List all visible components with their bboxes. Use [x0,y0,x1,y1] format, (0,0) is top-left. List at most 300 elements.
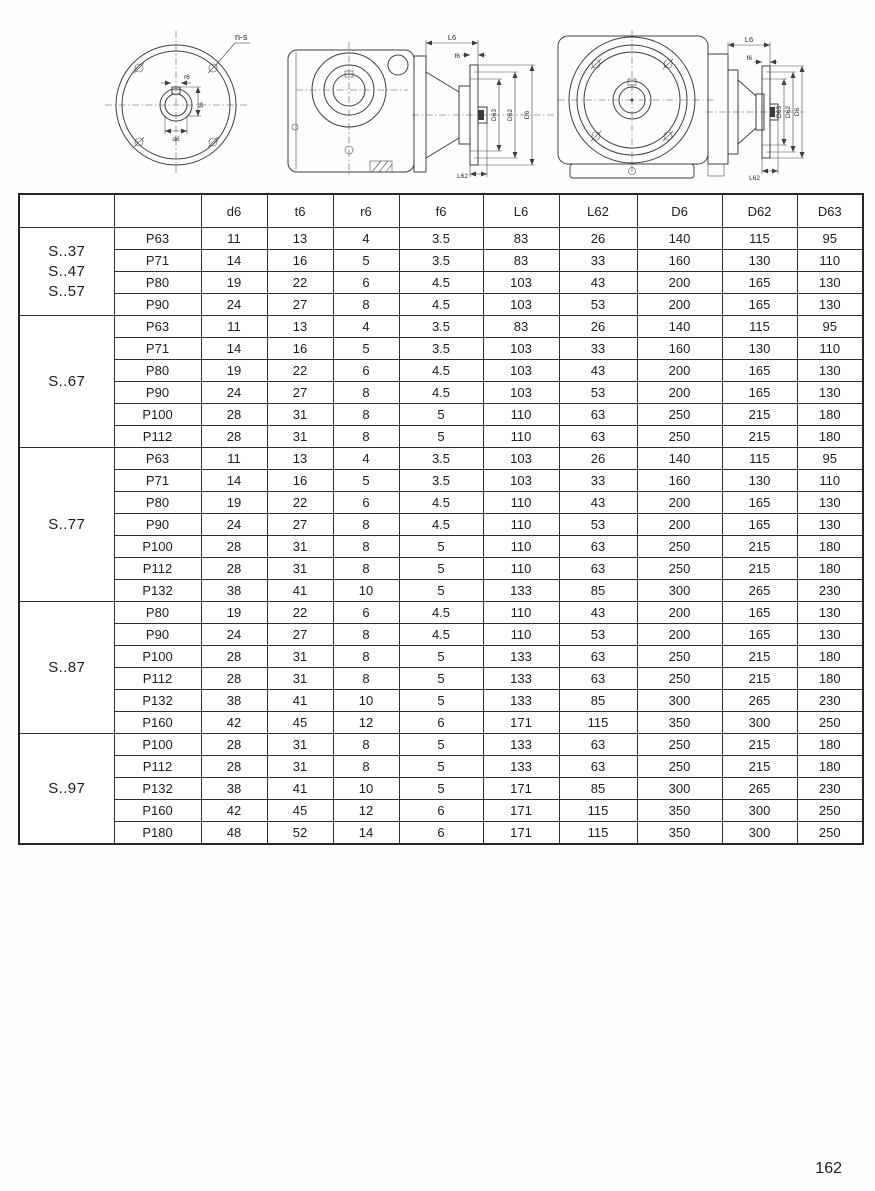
value-cell: 165 [722,624,797,646]
value-cell: 165 [722,602,797,624]
value-cell: 85 [559,778,637,800]
model-cell: P112 [114,558,201,580]
table-row [19,778,863,800]
value-cell: 215 [722,404,797,426]
gearbox-front-view-drawing [556,22,806,182]
model-cell: P90 [114,514,201,536]
dim-label-L6: L6 [744,35,754,44]
value-cell: 130 [722,250,797,272]
value-cell: 130 [797,492,863,514]
model-cell: P80 [114,602,201,624]
value-cell: 110 [483,492,559,514]
value-cell: 27 [267,382,333,404]
model-cell: P160 [114,800,201,822]
value-cell: 171 [483,800,559,822]
value-cell: 180 [797,756,863,778]
value-cell: 63 [559,734,637,756]
table-row [19,756,863,778]
value-cell: 215 [722,536,797,558]
value-cell: 12 [333,712,399,734]
value-cell: 8 [333,426,399,448]
model-cell: P80 [114,492,201,514]
value-cell: 250 [637,536,722,558]
value-cell: 10 [333,778,399,800]
value-cell: 215 [722,426,797,448]
value-cell: 250 [637,756,722,778]
bolt-pattern-label: n-s [235,32,248,42]
value-cell: 31 [267,426,333,448]
value-cell: 8 [333,668,399,690]
flange-face-drawing [95,28,257,178]
model-cell: P100 [114,536,201,558]
value-cell: 11 [201,316,267,338]
value-cell: 130 [797,360,863,382]
value-cell: 63 [559,426,637,448]
value-cell: 6 [399,800,483,822]
value-cell: 160 [637,470,722,492]
value-cell: 22 [267,360,333,382]
value-cell: 27 [267,294,333,316]
value-cell: 26 [559,316,637,338]
value-cell: 14 [201,470,267,492]
value-cell: 27 [267,514,333,536]
value-cell: 165 [722,294,797,316]
value-cell: 250 [797,800,863,822]
value-cell: 250 [797,712,863,734]
value-cell: 13 [267,228,333,250]
value-cell: 8 [333,536,399,558]
value-cell: 14 [333,822,399,845]
value-cell: 4.5 [399,624,483,646]
value-cell: 230 [797,580,863,602]
value-cell: 4.5 [399,514,483,536]
value-cell: 14 [201,338,267,360]
value-cell: 13 [267,448,333,470]
model-cell: P112 [114,426,201,448]
table-body [19,228,863,845]
value-cell: 3.5 [399,250,483,272]
value-cell: 11 [201,228,267,250]
value-cell: 24 [201,514,267,536]
table-row [19,338,863,360]
value-cell: 28 [201,734,267,756]
model-cell: P80 [114,360,201,382]
table-row [19,558,863,580]
table-row [19,712,863,734]
value-cell: 8 [333,646,399,668]
model-cell: P90 [114,624,201,646]
value-cell: 103 [483,294,559,316]
bolt-pattern-callout [215,32,250,66]
value-cell: 215 [722,668,797,690]
table-row [19,800,863,822]
model-cell: P100 [114,404,201,426]
value-cell: 230 [797,778,863,800]
table-row [19,470,863,492]
value-cell: 250 [637,558,722,580]
flange-dimensions [161,74,205,143]
value-cell: 5 [399,646,483,668]
series-group-cell [19,734,114,845]
value-cell: 215 [722,646,797,668]
value-cell: 4.5 [399,382,483,404]
value-cell: 160 [637,250,722,272]
value-cell: 110 [483,558,559,580]
table-row [19,272,863,294]
value-cell: 19 [201,602,267,624]
value-cell: 133 [483,690,559,712]
model-cell: P90 [114,294,201,316]
value-cell: 180 [797,668,863,690]
value-cell: 4.5 [399,602,483,624]
value-cell: 215 [722,558,797,580]
value-cell: 130 [797,514,863,536]
value-cell: 133 [483,646,559,668]
value-cell: 28 [201,536,267,558]
column-header: d6 [201,194,267,228]
value-cell: 8 [333,734,399,756]
value-cell: 24 [201,294,267,316]
value-cell: 63 [559,536,637,558]
value-cell: 33 [559,250,637,272]
value-cell: 110 [483,602,559,624]
value-cell: 5 [399,756,483,778]
value-cell: 200 [637,624,722,646]
value-cell: 171 [483,778,559,800]
value-cell: 63 [559,646,637,668]
value-cell: 200 [637,294,722,316]
value-cell: 5 [399,426,483,448]
value-cell: 5 [399,690,483,712]
dim-label-L6: L6 [447,33,457,42]
centerlines [558,30,804,174]
value-cell: 5 [399,734,483,756]
table-row [19,228,863,250]
value-cell: 8 [333,558,399,580]
column-header: L6 [483,194,559,228]
value-cell: 43 [559,492,637,514]
value-cell: 160 [637,338,722,360]
table-row [19,448,863,470]
value-cell: 5 [399,536,483,558]
value-cell: 200 [637,382,722,404]
value-cell: 4 [333,448,399,470]
value-cell: 16 [267,470,333,492]
value-cell: 38 [201,690,267,712]
value-cell: 53 [559,624,637,646]
model-cell: P160 [114,712,201,734]
value-cell: 85 [559,580,637,602]
value-cell: 83 [483,228,559,250]
value-cell: 11 [201,448,267,470]
value-cell: 103 [483,272,559,294]
value-cell: 110 [483,624,559,646]
value-cell: 10 [333,690,399,712]
table-row [19,316,863,338]
flange-centerlines [105,31,247,175]
value-cell: 4 [333,316,399,338]
dim-label-r6: r6 [184,74,190,81]
model-cell: P100 [114,646,201,668]
value-cell: 52 [267,822,333,845]
table-row [19,690,863,712]
value-cell: 180 [797,426,863,448]
value-cell: 5 [399,778,483,800]
dim-label-t6: t6 [198,102,205,108]
value-cell: 53 [559,514,637,536]
value-cell: 22 [267,272,333,294]
value-cell: 5 [399,668,483,690]
value-cell: 95 [797,228,863,250]
value-cell: 14 [201,250,267,272]
value-cell: 200 [637,602,722,624]
table-row [19,646,863,668]
value-cell: 200 [637,360,722,382]
value-cell: 110 [797,338,863,360]
value-cell: 3.5 [399,338,483,360]
value-cell: 24 [201,382,267,404]
output-flange-profile [708,54,778,176]
value-cell: 5 [333,470,399,492]
value-cell: 4.5 [399,360,483,382]
table-row [19,382,863,404]
value-cell: 16 [267,250,333,272]
value-cell: 8 [333,294,399,316]
value-cell: 300 [722,712,797,734]
value-cell: 103 [483,470,559,492]
value-cell: 300 [637,690,722,712]
value-cell: 6 [399,712,483,734]
value-cell: 165 [722,492,797,514]
gearbox-side-view-drawing [282,30,557,180]
value-cell: 45 [267,800,333,822]
value-cell: 171 [483,712,559,734]
value-cell: 215 [722,734,797,756]
value-cell: 110 [483,514,559,536]
value-cell: 200 [637,514,722,536]
value-cell: 28 [201,756,267,778]
value-cell: 31 [267,668,333,690]
series-group-cell [19,228,114,316]
value-cell: 115 [722,228,797,250]
value-cell: 300 [722,822,797,845]
model-cell: P112 [114,756,201,778]
table-row [19,360,863,382]
value-cell: 265 [722,580,797,602]
value-cell: 140 [637,448,722,470]
value-cell: 6 [399,822,483,845]
model-cell: P63 [114,316,201,338]
value-cell: 45 [267,712,333,734]
value-cell: 5 [399,404,483,426]
value-cell: 180 [797,536,863,558]
value-cell: 110 [797,470,863,492]
value-cell: 26 [559,228,637,250]
value-cell: 350 [637,800,722,822]
value-cell: 43 [559,360,637,382]
model-cell: P71 [114,250,201,272]
table-row [19,404,863,426]
value-cell: 180 [797,646,863,668]
value-cell: 33 [559,470,637,492]
value-cell: 3.5 [399,470,483,492]
value-cell: 13 [267,316,333,338]
value-cell: 31 [267,558,333,580]
column-header: D62 [722,194,797,228]
value-cell: 85 [559,690,637,712]
value-cell: 5 [333,338,399,360]
dim-label-D63: D63 [776,106,783,118]
value-cell: 133 [483,580,559,602]
value-cell: 265 [722,778,797,800]
value-cell: 12 [333,800,399,822]
output-flange-profile [414,56,487,172]
value-cell: 24 [201,624,267,646]
dim-label-D63: D63 [491,109,498,121]
technical-drawings [0,0,875,190]
value-cell: 350 [637,822,722,845]
value-cell: 350 [637,712,722,734]
value-cell: 28 [201,558,267,580]
model-cell: P71 [114,470,201,492]
value-cell: 5 [333,250,399,272]
model-cell: P112 [114,668,201,690]
column-header: r6 [333,194,399,228]
dim-label-L62: L62 [457,173,468,180]
model-cell: P132 [114,690,201,712]
value-cell: 27 [267,624,333,646]
value-cell: 215 [722,756,797,778]
series-label: S..87 [48,658,86,676]
value-cell: 5 [399,558,483,580]
value-cell: 180 [797,404,863,426]
series-group-cell [19,448,114,602]
model-cell: P132 [114,778,201,800]
value-cell: 42 [201,800,267,822]
value-cell: 28 [201,404,267,426]
value-cell: 95 [797,316,863,338]
column-header: f6 [399,194,483,228]
value-cell: 130 [797,624,863,646]
value-cell: 103 [483,360,559,382]
column-header: D6 [637,194,722,228]
table-row [19,294,863,316]
table-row [19,492,863,514]
value-cell: 130 [722,338,797,360]
value-cell: 115 [722,316,797,338]
value-cell: 83 [483,250,559,272]
value-cell: 250 [797,822,863,845]
value-cell: 165 [722,360,797,382]
value-cell: 4.5 [399,294,483,316]
value-cell: 200 [637,492,722,514]
dim-label-D62: D62 [507,109,514,121]
value-cell: 63 [559,668,637,690]
value-cell: 53 [559,382,637,404]
value-cell: 130 [722,470,797,492]
column-header: L62 [559,194,637,228]
value-cell: 130 [797,272,863,294]
value-cell: 165 [722,272,797,294]
value-cell: 83 [483,316,559,338]
header-row [19,194,863,228]
series-group-cell [19,316,114,448]
value-cell: 53 [559,294,637,316]
value-cell: 6 [333,272,399,294]
value-cell: 38 [201,778,267,800]
value-cell: 130 [797,294,863,316]
value-cell: 28 [201,668,267,690]
dim-label-D62: D62 [785,106,792,118]
value-cell: 63 [559,756,637,778]
value-cell: 110 [797,250,863,272]
value-cell: 230 [797,690,863,712]
value-cell: 10 [333,580,399,602]
value-cell: 103 [483,448,559,470]
value-cell: 31 [267,646,333,668]
value-cell: 38 [201,580,267,602]
dimension-lines [728,35,804,182]
value-cell: 19 [201,360,267,382]
value-cell: 115 [559,822,637,845]
value-cell: 130 [797,382,863,404]
value-cell: 250 [637,646,722,668]
value-cell: 8 [333,514,399,536]
table-row [19,536,863,558]
model-cell: P71 [114,338,201,360]
model-cell: P63 [114,448,201,470]
table-row [19,822,863,845]
value-cell: 250 [637,668,722,690]
value-cell: 41 [267,690,333,712]
value-cell: 3.5 [399,228,483,250]
table-row [19,602,863,624]
dim-label-f6: f6 [454,53,460,60]
value-cell: 165 [722,382,797,404]
value-cell: 265 [722,690,797,712]
value-cell: 63 [559,404,637,426]
dim-label-D6: D6 [794,107,801,117]
value-cell: 31 [267,734,333,756]
dim-label-L62: L62 [749,175,760,182]
value-cell: 133 [483,756,559,778]
model-cell: P90 [114,382,201,404]
value-cell: 110 [483,404,559,426]
page-number: 162 [815,1160,842,1177]
value-cell: 26 [559,448,637,470]
table-row [19,250,863,272]
model-cell: P100 [114,734,201,756]
value-cell: 22 [267,492,333,514]
series-label: S..57 [48,282,86,300]
value-cell: 133 [483,734,559,756]
value-cell: 31 [267,536,333,558]
table-row [19,580,863,602]
value-cell: 6 [333,492,399,514]
value-cell: 110 [483,426,559,448]
model-cell: P132 [114,580,201,602]
value-cell: 115 [722,448,797,470]
value-cell: 33 [559,338,637,360]
table-row [19,624,863,646]
dimension-table [18,193,864,845]
value-cell: 110 [483,536,559,558]
value-cell: 5 [399,580,483,602]
series-group-cell [19,602,114,734]
table-row [19,514,863,536]
value-cell: 16 [267,338,333,360]
value-cell: 8 [333,624,399,646]
